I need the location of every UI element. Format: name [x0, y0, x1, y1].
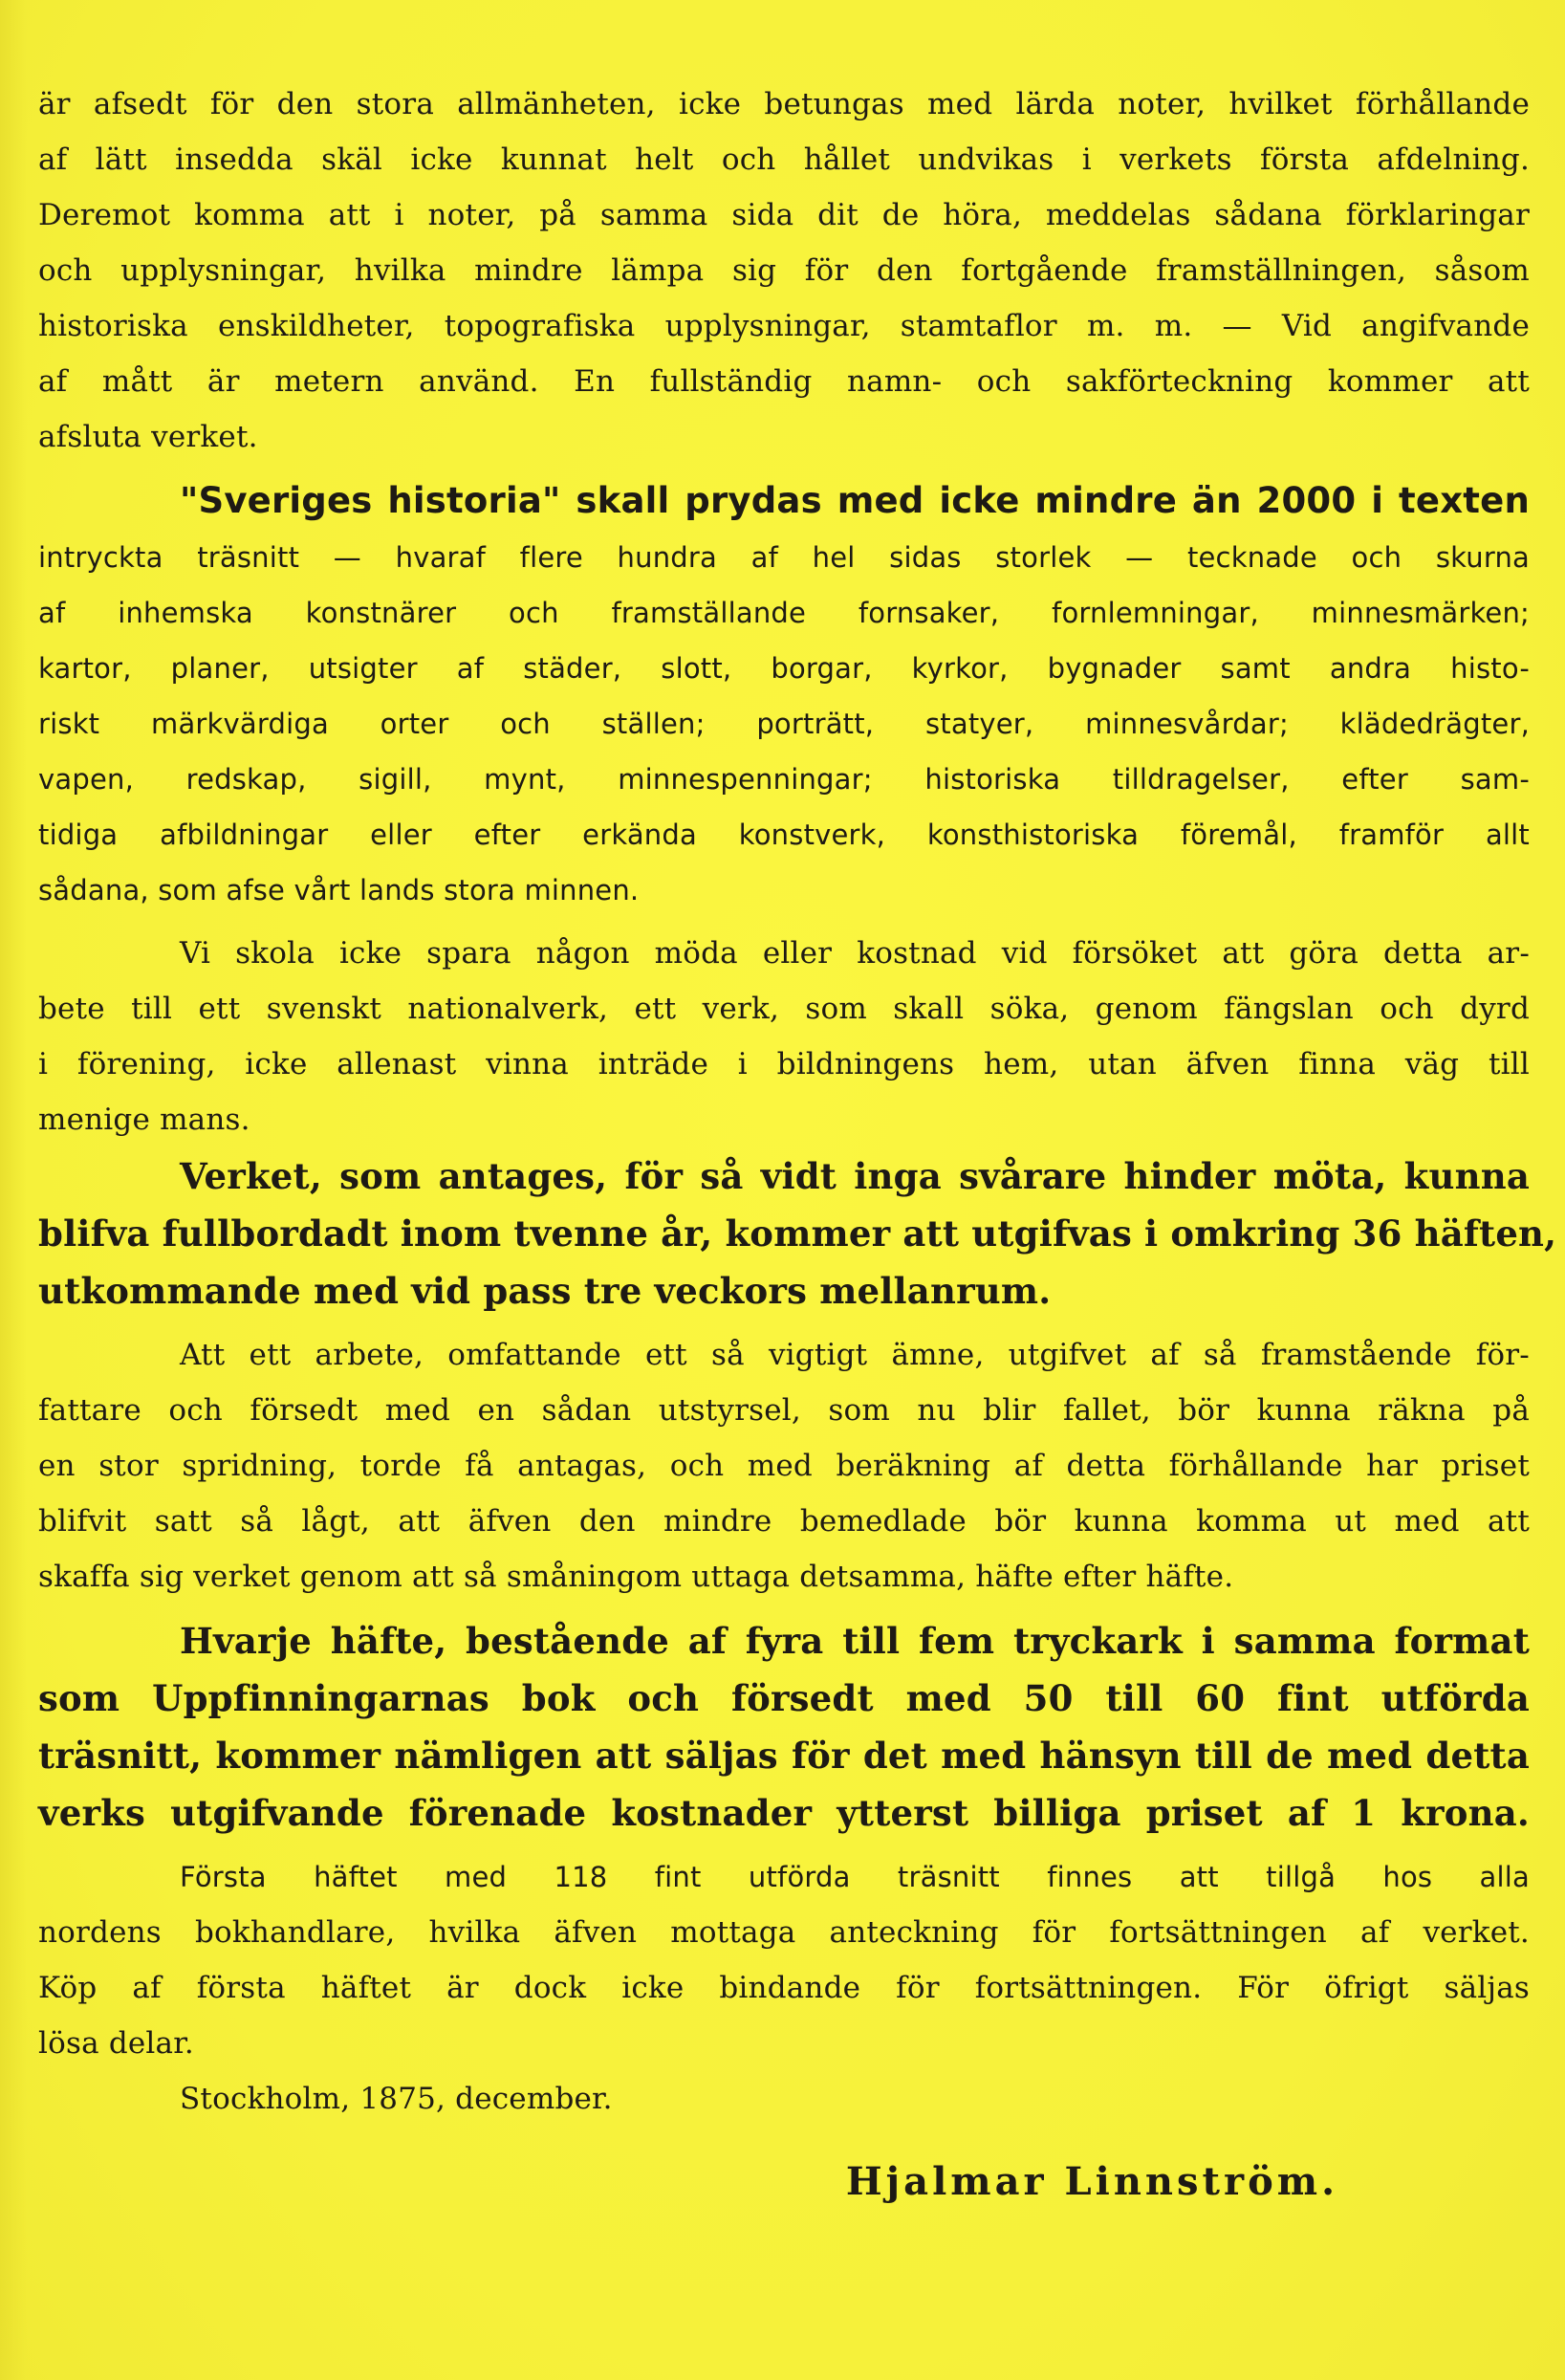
text-line: en stor spridning, torde få antagas, och med beräkning af detta förhållande har priset: [38, 1449, 1530, 1483]
text-line: riskt märkvärdiga orter och ställen; porträtt, statyer, minnesvårdar; klädedrägter,: [38, 708, 1530, 740]
text-line: som Uppfinningarnas bok och försedt med 50 till 60 fint utförda: [38, 1677, 1530, 1719]
text-line: Deremot komma att i noter, på samma sida dit de höra, meddelas sådana förklaringar: [38, 198, 1530, 232]
text-line: Hvarje häfte, bestående af fyra till fem tryckark i samma format: [180, 1620, 1530, 1662]
text-line: historiska enskildheter, topografiska upplysningar, stamtaflor m. m. — Vid angifvande: [38, 309, 1530, 343]
text-line: lösa delar.: [38, 2026, 194, 2061]
paragraph-format-price: [38, 1612, 1530, 1842]
text-line: nordens bokhandlare, hvilka äfven mottaga anteckning för fortsättningen af verket.: [38, 1915, 1530, 1950]
text-line: verks utgifvande förenade kostnader ytterst billiga priset af 1 krona.: [38, 1792, 1530, 1834]
document-body: [38, 76, 1557, 2204]
paragraph-first-issue: [38, 1849, 1530, 2071]
text-line: intryckta träsnitt — hvaraf flere hundra af hel sidas storlek — tecknade och skurna: [38, 541, 1530, 574]
text-line: "Sveriges historia" skall prydas med icke mindre än 2000 i texten: [180, 480, 1530, 521]
text-line: är afsedt för den stora allmänheten, icke betungas med lärda noter, hvilket förhållande: [38, 87, 1530, 121]
text-line: Att ett arbete, omfattande ett så vigtigt ämne, utgifvet af så framstående för-: [180, 1338, 1530, 1372]
text-line: af mått är metern använd. En fullständig namn- och sakförteckning kommer att: [38, 364, 1530, 399]
dateline: Stockholm, 1875, december.: [180, 2082, 613, 2116]
text-line: kartor, planer, utsigter af städer, slott, borgar, kyrkor, bygnader samt andra histo-: [38, 652, 1530, 685]
text-line: och upplysningar, hvilka mindre lämpa sig för den fortgående framställningen, såsom: [38, 253, 1530, 288]
text-line: afsluta verket.: [38, 420, 258, 454]
text-line: menige mans.: [38, 1103, 250, 1137]
text-line: skaffa sig verket genom att så småningom uttaga detsamma, häfte efter häfte.: [38, 1560, 1234, 1594]
text-line: i förening, icke allenast vinna inträde i bildningens hem, utan äfven finna väg till: [38, 1047, 1530, 1081]
paragraph-publication: [38, 1147, 1557, 1320]
text-line: Köp af första häftet är dock icke bindande för fortsättningen. För öfrigt säljas: [38, 1971, 1530, 2005]
text-line: blifvit satt så lågt, att äfven den mindre bemedlade bör kunna komma ut med att: [38, 1504, 1530, 1539]
text-line: Vi skola icke spara någon möda eller kostnad vid försöket att göra detta ar-: [180, 936, 1530, 971]
paper-edge: [0, 0, 27, 2380]
text-line: tidiga afbildningar eller efter erkända konstverk, konsthistoriska föremål, framför allt: [38, 819, 1530, 851]
paragraph-price-rationale: [38, 1327, 1530, 1605]
text-line: vapen, redskap, sigill, mynt, minnespenningar; historiska tilldragelser, efter sam-: [38, 763, 1530, 796]
text-line: Första häftet med 118 fint utförda träsnitt finnes att tillgå hos alla: [180, 1861, 1530, 1893]
paragraph-intro: [38, 76, 1530, 465]
text-line: utkommande med vid pass tre veckors mellanrum.: [38, 1270, 1052, 1312]
text-line: blifva fullbordadt inom tvenne år, kommer att utgifvas i omkring 36 häften,: [38, 1212, 1557, 1255]
text-line: Verket, som antages, för så vidt inga svårare hinder möta, kunna: [180, 1155, 1530, 1197]
signature: Hjalmar Linnström.: [845, 2159, 1338, 2204]
text-line: träsnitt, kommer nämligen att säljas för det med hänsyn till de med detta: [38, 1735, 1530, 1777]
text-line: sådana, som afse vårt lands stora minnen.: [38, 874, 640, 906]
text-line: fattare och försedt med en sådan utstyrsel, som nu blir fallet, bör kunna räkna på: [38, 1393, 1530, 1428]
text-line: bete till ett svenskt nationalverk, ett verk, som skall söka, genom fängslan och dyrd: [38, 992, 1530, 1026]
paragraph-illustrations: [38, 472, 1530, 918]
text-line: af lätt insedda skäl icke kunnat helt och hållet undvikas i verkets första afdelning.: [38, 142, 1530, 177]
text-line: af inhemska konstnärer och framställande fornsaker, fornlemningar, minnesmärken;: [38, 597, 1530, 629]
paragraph-national-work: [38, 926, 1530, 1147]
